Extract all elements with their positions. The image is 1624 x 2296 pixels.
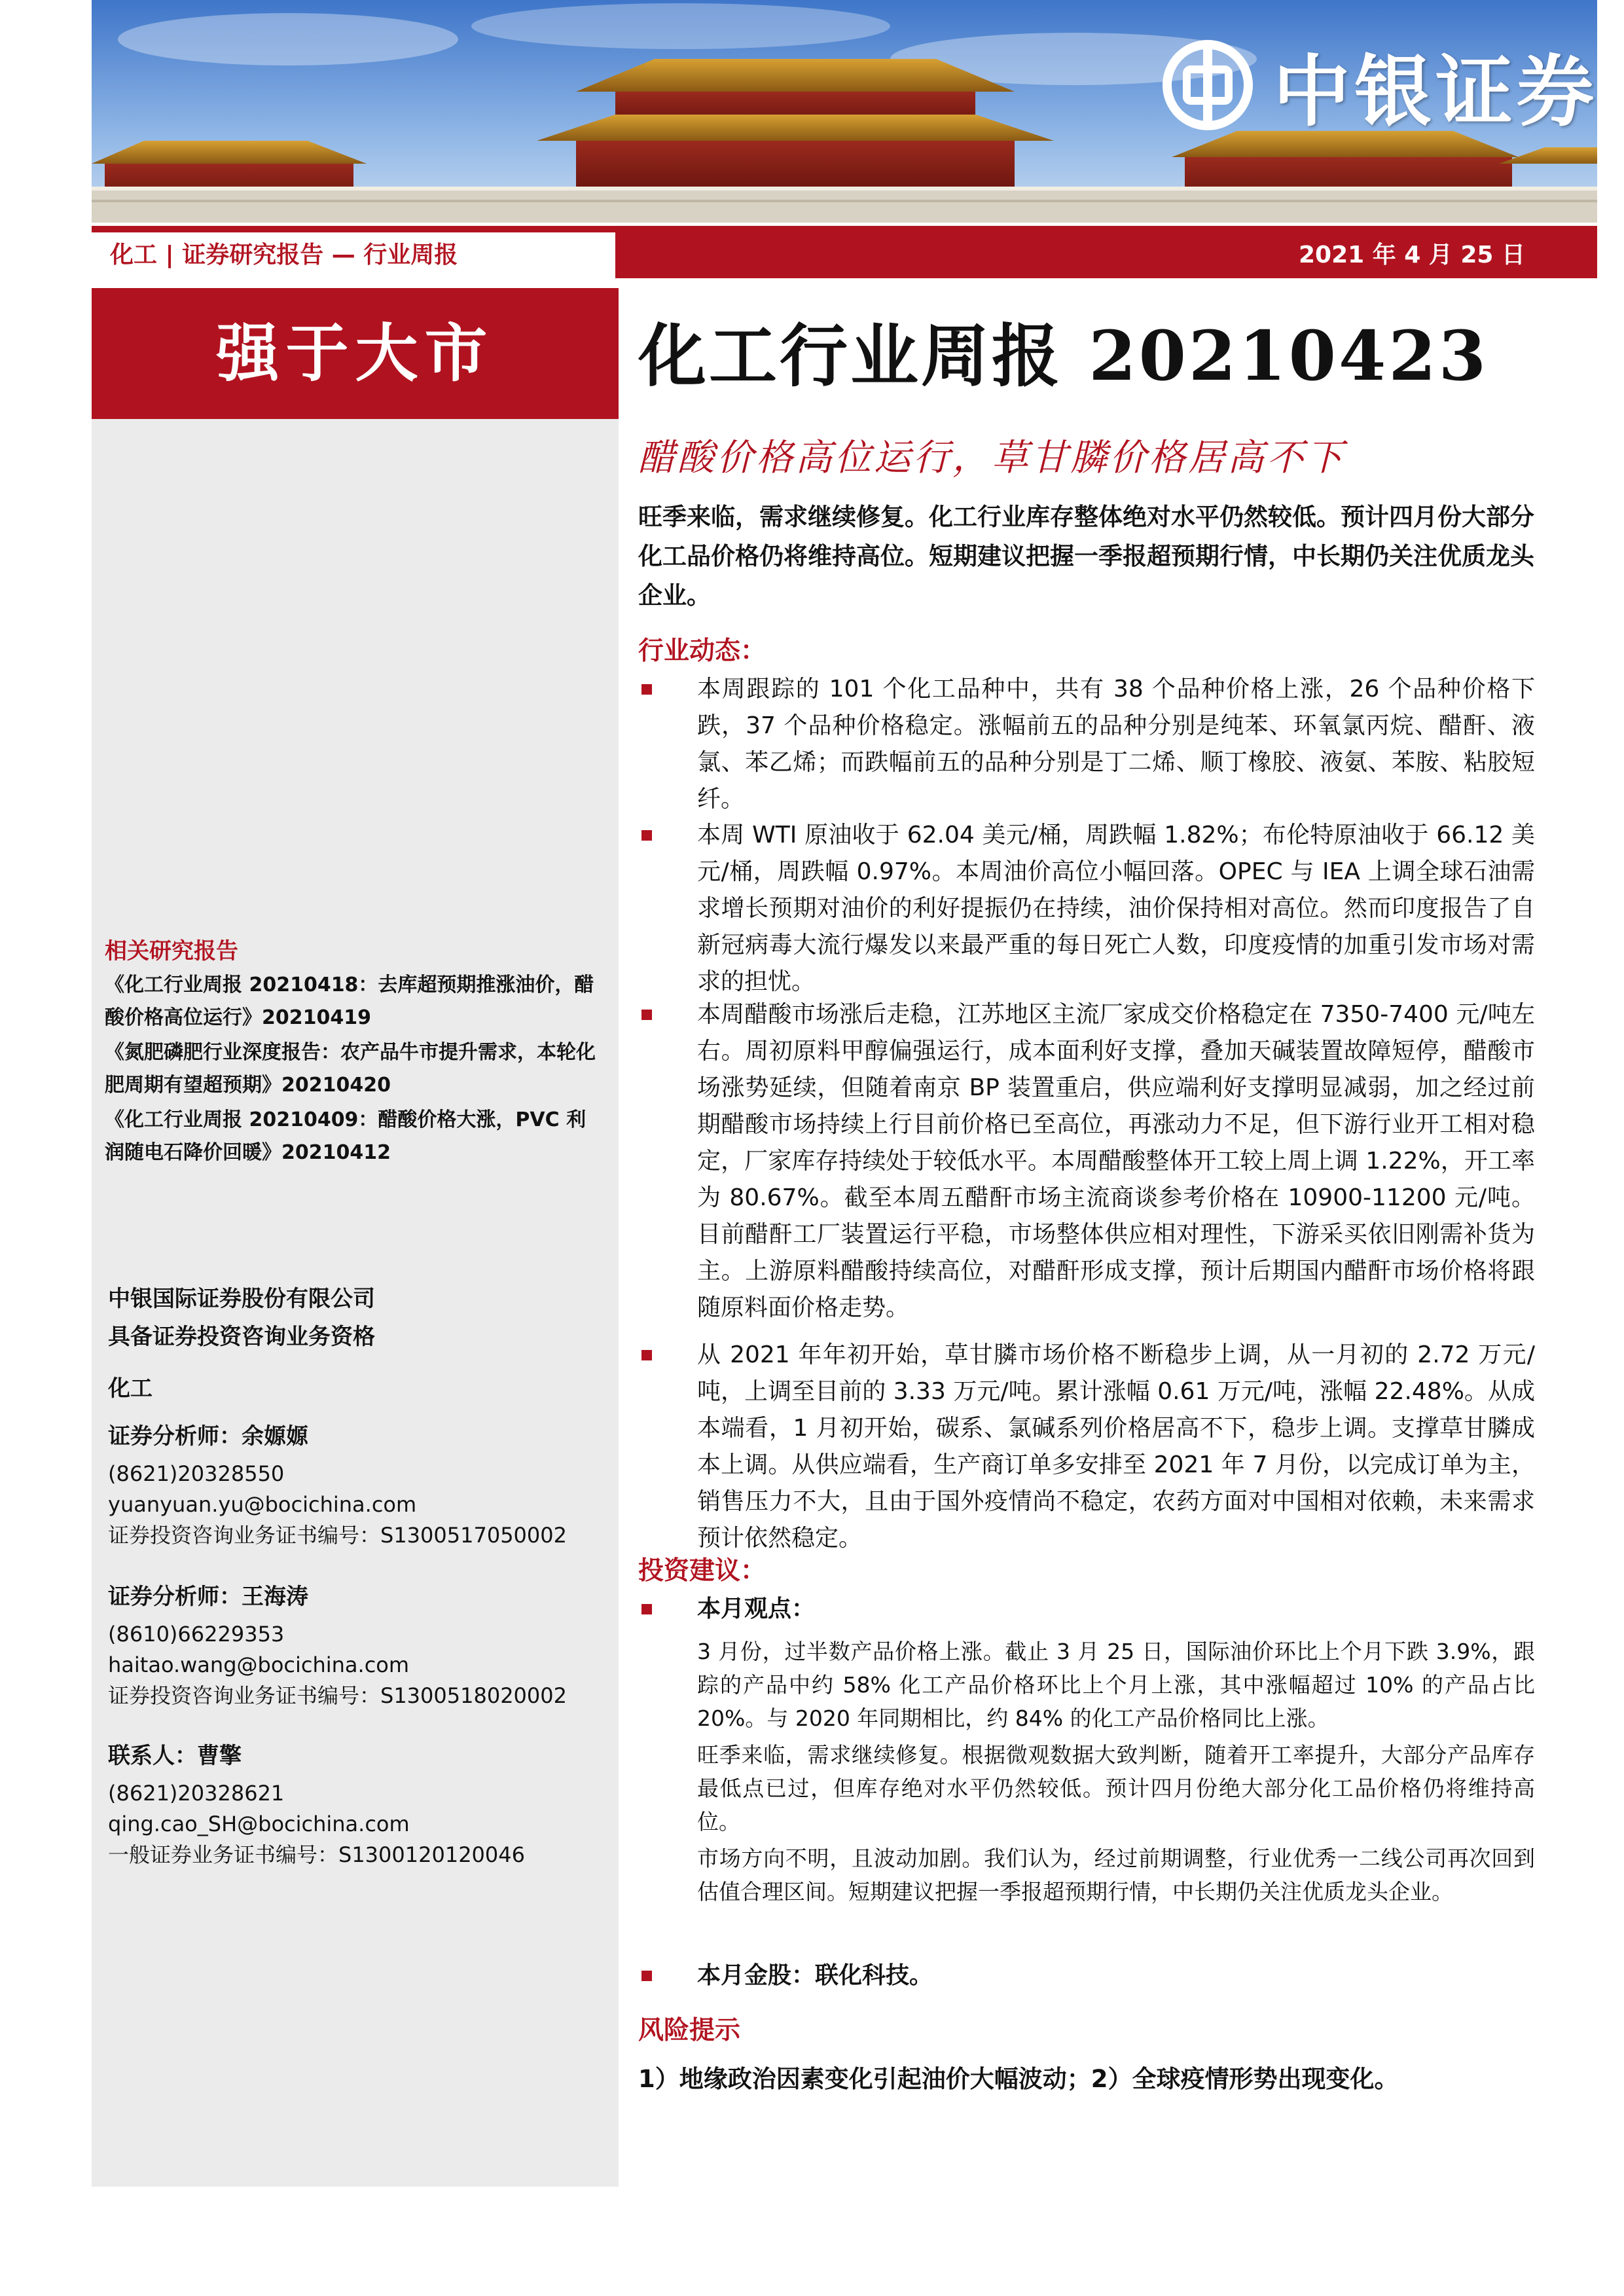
industry-bullet: 本周醋酸市场涨后走稳，江苏地区主流厂家成交价格稳定在 7350-7400 元/吨左右。周初原料甲醇偏强运行，成本面利好支撑，叠加天碱装置故障短停，醋酸市场涨势延续，但随着南京 BP 装置重启，供应端利好支撑明显减弱，加之经过前期醋酸市场持续上行目前价格已至高位，再涨动力不足，但下游行业开工相对稳定，厂家库存持续处于较低水平。本周醋酸整体开工较上周上调 1.22%，开工率为 80.67%。截至本周五醋酐市场主流商谈参考价格在 10900-11200 元/吨。目前醋酐工厂装置运行平稳，市场整体供应相对理性，下游采买依旧刚需补货为主。上游原料醋酸持续高位，对醋酐形成支撑，预计后期国内醋酐市场价格将跟随原料面价格走势。 — [697, 1001, 1535, 1321]
bullet-square-icon — [641, 684, 652, 695]
report-summary: 旺季来临，需求继续修复。化工行业库存整体绝对水平仍然较低。预计四月份大部分化工品价格仍将维持高位。短期建议把握一季报超预期行情，中长期仍关注优质龙头企业。 — [638, 503, 1534, 610]
bullet-square-icon — [641, 830, 652, 841]
gold-stock: 本月金股：联化科技。 — [697, 1962, 933, 1989]
contact-name: 联系人：曹擎 — [108, 1743, 242, 1769]
related-report-item: 《化工行业周报 20210418：去库超预期推涨油价，醋酸价格高位运行》20210419 — [105, 974, 594, 1029]
analyst-name: 证券分析师：余嫄嫄 — [108, 1423, 308, 1449]
bullet-square-icon — [641, 1604, 652, 1614]
related-report-item: 《化工行业周报 20210409：醋酸价格大涨，PVC 利润随电石降价回暖》20210412 — [105, 1108, 586, 1164]
industry-label: 化工 — [108, 1376, 153, 1402]
invest-paragraph: 3 月份，过半数产品价格上涨。截止 3 月 25 日，国际油价环比上个月下跌 3.9%，跟踪的产品中约 58% 化工产品价格环比上个月上涨，其中涨幅超过 10% 的产品占比 20%。与 2020 年同期相比，约 84% 的化工产品价格同比上涨。 — [697, 1639, 1535, 1731]
bullet-square-icon — [641, 1350, 652, 1360]
contact-license: 一般证券业务证书编号：S1300120120046 — [108, 1842, 525, 1867]
invest-paragraph: 市场方向不明，且波动加剧。我们认为，经过前期调整，行业优秀一二线公司再次回到估值合理区间。短期建议把握一季报超预期行情，中长期仍关注优质龙头企业。 — [697, 1846, 1535, 1904]
brand-logo — [1162, 36, 1598, 137]
analyst-phone: (8621)20328550 — [108, 1461, 285, 1486]
sidebar-panel — [92, 288, 619, 2187]
analyst-email[interactable]: haitao.wang@bocichina.com — [108, 1652, 410, 1677]
industry-bullet: 从 2021 年年初开始，草甘膦市场价格不断稳步上调，从一月初的 2.72 万元/吨，上调至目前的 3.33 万元/吨。累计涨幅 0.61 万元/吨，涨幅 22.48%。从成本端看，1 月初开始，碳系、氯碱系列价格居高不下，稳步上调。支撑草甘膦成本上调。从供应端看，生产商订单多安排至 2021 年 7 月份，以完成订单为主，销售压力不大，且由于国外疫情尚不稳定，农药方面对中国相对依赖，未来需求预计依然稳定。 — [697, 1341, 1535, 1552]
brand-name: 中银证券 — [1272, 46, 1598, 137]
related-report-item: 《氮肥磷肥行业深度报告：农产品牛市提升需求，本轮化肥周期有望超预期》20210420 — [105, 1041, 596, 1097]
bullet-square-icon — [641, 1010, 652, 1020]
header-rule — [92, 226, 1597, 232]
invest-paragraph: 旺季来临，需求继续修复。根据微观数据大致判断，随着开工率提升，大部分产品库存最低点已过，但库存绝对水平仍然较低。预计四月份绝大部分化工品价格仍将维持高位。 — [697, 1742, 1535, 1834]
related-reports-title: 相关研究报告 — [105, 938, 238, 964]
analyst-license: 证券投资咨询业务证书编号：S1300518020002 — [108, 1683, 567, 1708]
analyst-phone: (8610)66229353 — [108, 1622, 285, 1647]
company-name: 中银国际证券股份有限公司 — [108, 1286, 375, 1312]
risk-section-title: 风险提示 — [638, 2016, 741, 2045]
report-date: 2021 年 4 月 25 日 — [615, 232, 1597, 278]
industry-bullet: 本周 WTI 原油收于 62.04 美元/桶，周跌幅 1.82%；布伦特原油收于 66.12 美元/桶，周跌幅 0.97%。本周油价高位小幅回落。OPEC 与 IEA 上调全球石油需求增长预期对油价的利好提振仍在持续，油价保持相对高位。然而印度报告了自新冠病毒大流行爆发以来最严重的每日死亡人数，印度疫情的加重引发市场对需求的担忧。 — [697, 822, 1535, 995]
bullet-square-icon — [641, 1971, 652, 1981]
monthly-view-label: 本月观点： — [697, 1595, 816, 1622]
industry-section-title: 行业动态： — [638, 636, 767, 666]
boc-logo-icon — [1162, 39, 1254, 131]
invest-section-title: 投资建议： — [638, 1556, 767, 1586]
analyst-email[interactable]: yuanyuan.yu@bocichina.com — [108, 1492, 417, 1517]
report-subtitle: 醋酸价格高位运行，草甘膦价格居高不下 — [638, 437, 1345, 479]
rating-badge: 强于大市 — [92, 288, 619, 419]
analyst-name: 证券分析师：王海涛 — [108, 1584, 308, 1610]
industry-bullet: 本周跟踪的 101 个化工品种中，共有 38 个品种价格上涨，26 个品种价格下跌，37 个品种价格稳定。涨幅前五的品种分别是纯苯、环氧氯丙烷、醋酐、液氯、苯乙烯；而跌幅前五的品种分别是丁二烯、顺丁橡胶、液氨、苯胺、粘胶短纤。 — [697, 676, 1535, 812]
analyst-license: 证券投资咨询业务证书编号：S1300517050002 — [108, 1523, 567, 1548]
contact-email[interactable]: qing.cao_SH@bocichina.com — [108, 1812, 410, 1836]
risk-text: 1）地缘政治因素变化引起油价大幅波动；2）全球疫情形势出现变化。 — [638, 2065, 1399, 2093]
contact-phone: (8621)20328621 — [108, 1781, 285, 1806]
report-title: 化工行业周报 20210423 — [638, 316, 1489, 396]
report-category: 化工 | 证券研究报告 — 行业周报 — [110, 242, 458, 268]
company-qualification: 具备证券投资咨询业务资格 — [108, 1324, 375, 1350]
